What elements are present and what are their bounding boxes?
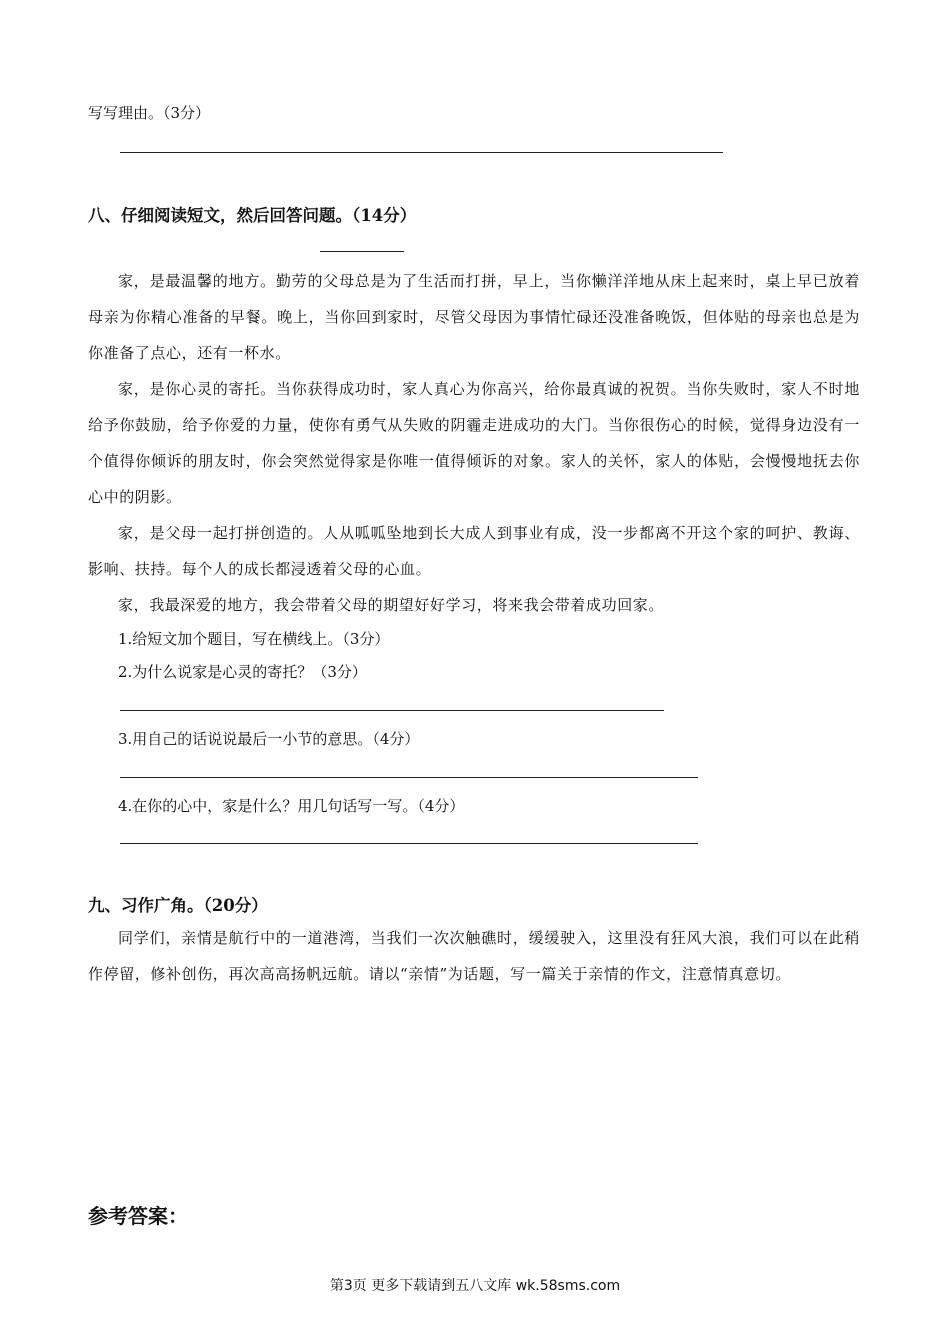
section-8-heading: 八、仔细阅读短文，然后回答问题。（14分） bbox=[88, 206, 417, 225]
question-2: 2.为什么说家是心灵的寄托？（3分） bbox=[118, 663, 367, 681]
reason-prompt: 写写理由。（3分） bbox=[88, 104, 211, 122]
answer-line-q4 bbox=[120, 843, 698, 844]
passage-paragraph-1: 家，是最温馨的地方。勤劳的父母总是为了生活而打拼，早上，当你懒洋洋地从床上起来时，桌上早已放着母亲为你精心准备的早餐。晚上，当你回到家时，尽管父母因为事情忙碌还没准备晚饭，但体贴的母亲也总是为你准备了点心，还有一杯水。 bbox=[88, 272, 860, 362]
answer-line-q3 bbox=[120, 777, 698, 778]
section-9-heading: 九、习作广角。（20分） bbox=[88, 896, 268, 915]
question-4: 4.在你的心中，家是什么？用几句话写一写。（4分） bbox=[118, 797, 465, 815]
page-footer: 第3页 更多下载请到五八文库 wk.58sms.com bbox=[329, 1278, 621, 1294]
answer-line-q2 bbox=[120, 710, 664, 711]
answer-line bbox=[120, 152, 723, 153]
writing-prompt: 同学们，亲情是航行中的一道港湾，当我们一次次触礁时，缓缓驶入，这里没有狂风大浪，我们可以在此稍作停留，修补创伤，再次高高扬帆远航。请以“亲情”为话题，写一篇关于亲情的作文，注意情真意切。 bbox=[88, 929, 860, 983]
reference-answers-heading: 参考答案： bbox=[88, 1204, 188, 1228]
question-3: 3.用自己的话说说最后一小节的意思。（4分） bbox=[118, 730, 420, 748]
question-1: 1.给短文加个题目，写在横线上。（3分） bbox=[118, 630, 390, 648]
passage-paragraph-2: 家，是你心灵的寄托。当你获得成功时，家人真心为你高兴，给你最真诚的祝贺。当你失败时，家人不时地给予你鼓励，给予你爱的力量，使你有勇气从失败的阴霾走进成功的大门。当你很伤心的时候，觉得身边没有一个值得你倾诉的朋友时，你会突然觉得家是你唯一值得倾诉的对象。家人的关怀，家人的体贴，会慢慢地抚去你心中的阴影。 bbox=[88, 380, 860, 506]
passage-paragraph-4: 家，我最深爱的地方，我会带着父母的期望好好学习，将来我会带着成功回家。 bbox=[118, 596, 665, 614]
passage-paragraph-3: 家，是父母一起打拼创造的。人从呱呱坠地到长大成人到事业有成，没一步都离不开这个家的呵护、教诲、影响、扶持。每个人的成长都浸透着父母的心血。 bbox=[88, 524, 860, 578]
title-blank-line bbox=[320, 251, 404, 252]
